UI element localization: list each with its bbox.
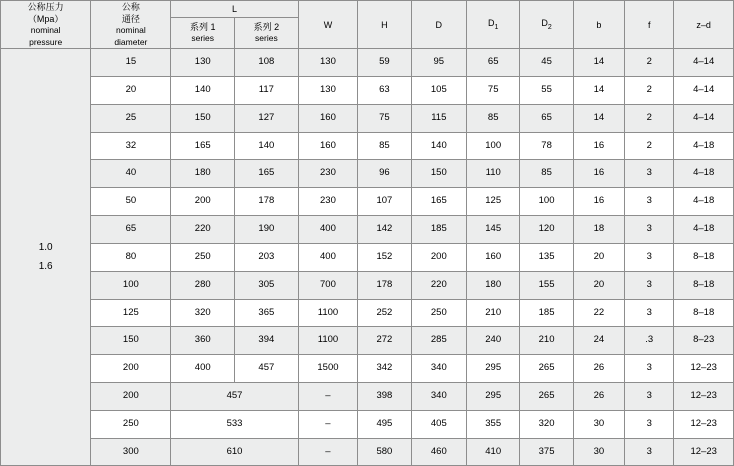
cell-dn: 80	[91, 243, 171, 271]
header-w: W	[298, 1, 358, 49]
header-nominal-pressure-unit: （Mpa）	[27, 14, 64, 25]
cell-w: 1100	[298, 299, 358, 327]
cell-d1: 65	[467, 49, 520, 77]
cell-d2: 78	[520, 132, 573, 160]
cell-d1: 145	[467, 216, 520, 244]
cell-d2: 210	[520, 327, 573, 355]
cell-zd: 4–14	[674, 49, 734, 77]
header-f: f	[625, 1, 674, 49]
cell-b: 26	[573, 355, 624, 383]
cell-l2: 117	[235, 77, 299, 105]
cell-d1: 240	[467, 327, 520, 355]
cell-h: 398	[358, 382, 411, 410]
cell-l1: 200	[171, 188, 235, 216]
cell-h: 495	[358, 410, 411, 438]
cell-f: 3	[625, 160, 674, 188]
cell-l2: 365	[235, 299, 299, 327]
cell-w: 400	[298, 216, 358, 244]
cell-b: 16	[573, 132, 624, 160]
cell-b: 14	[573, 49, 624, 77]
cell-l-merged: 457	[171, 382, 298, 410]
cell-zd: 4–18	[674, 216, 734, 244]
cell-d2: 375	[520, 438, 573, 466]
cell-l2: 178	[235, 188, 299, 216]
cell-l2: 108	[235, 49, 299, 77]
cell-w: –	[298, 438, 358, 466]
cell-d: 115	[411, 104, 466, 132]
table-row	[1, 216, 734, 244]
cell-d: 150	[411, 160, 466, 188]
header-d2-base: D	[541, 17, 548, 28]
cell-d: 405	[411, 410, 466, 438]
cell-dn: 125	[91, 299, 171, 327]
cell-d: 165	[411, 188, 466, 216]
cell-l1: 400	[171, 355, 235, 383]
table-row	[1, 160, 734, 188]
header-series-1-cn: 系列 1	[189, 22, 216, 33]
cell-d2: 155	[520, 271, 573, 299]
cell-dn: 200	[91, 355, 171, 383]
cell-f: 3	[625, 243, 674, 271]
cell-w: 1100	[298, 327, 358, 355]
cell-w: 160	[298, 104, 358, 132]
pressure-value-line1: 1.0	[38, 242, 53, 254]
cell-f: 3	[625, 410, 674, 438]
table-row	[1, 355, 734, 383]
cell-d2: 85	[520, 160, 573, 188]
cell-w: 400	[298, 243, 358, 271]
header-h: H	[358, 1, 411, 49]
header-series-2-cn: 系列 2	[253, 22, 280, 33]
cell-zd: 12–23	[674, 355, 734, 383]
header-series-2-en: series	[255, 33, 278, 44]
cell-h: 252	[358, 299, 411, 327]
cell-d: 460	[411, 438, 466, 466]
cell-dn: 300	[91, 438, 171, 466]
cell-f: 3	[625, 438, 674, 466]
cell-f: 2	[625, 77, 674, 105]
cell-d2: 100	[520, 188, 573, 216]
cell-d1: 75	[467, 77, 520, 105]
cell-d1: 100	[467, 132, 520, 160]
header-length-group: L	[171, 1, 298, 18]
cell-d1: 295	[467, 355, 520, 383]
cell-d2: 265	[520, 382, 573, 410]
cell-d: 340	[411, 355, 466, 383]
cell-l2: 190	[235, 216, 299, 244]
cell-b: 26	[573, 382, 624, 410]
cell-f: 3	[625, 216, 674, 244]
pressure-value-line2: 1.6	[38, 261, 53, 273]
header-nominal-diameter-cn2: 通径	[121, 14, 140, 25]
header-nominal-diameter-cn1: 公称	[121, 2, 140, 12]
header-nominal-diameter	[91, 1, 171, 49]
cell-zd: 12–23	[674, 438, 734, 466]
cell-h: 152	[358, 243, 411, 271]
cell-l1: 280	[171, 271, 235, 299]
cell-f: .3	[625, 327, 674, 355]
cell-h: 178	[358, 271, 411, 299]
cell-l1: 150	[171, 104, 235, 132]
cell-b: 16	[573, 188, 624, 216]
table-row	[1, 410, 734, 438]
cell-f: 2	[625, 49, 674, 77]
cell-b: 16	[573, 160, 624, 188]
cell-d1: 160	[467, 243, 520, 271]
cell-dn: 100	[91, 271, 171, 299]
cell-w: 160	[298, 132, 358, 160]
cell-l1: 220	[171, 216, 235, 244]
cell-b: 22	[573, 299, 624, 327]
cell-h: 272	[358, 327, 411, 355]
cell-w: 130	[298, 77, 358, 105]
cell-l2: 457	[235, 355, 299, 383]
cell-d2: 120	[520, 216, 573, 244]
header-series-1-en: series	[191, 33, 215, 44]
cell-dn: 15	[91, 49, 171, 77]
header-b: b	[573, 1, 624, 49]
header-d1	[467, 1, 520, 49]
cell-w: 1500	[298, 355, 358, 383]
cell-d2: 45	[520, 49, 573, 77]
header-d: D	[411, 1, 466, 49]
cell-nominal-pressure-value	[1, 49, 91, 466]
cell-l2: 127	[235, 104, 299, 132]
cell-d1: 210	[467, 299, 520, 327]
table-body	[1, 49, 734, 466]
cell-h: 63	[358, 77, 411, 105]
cell-l1: 250	[171, 243, 235, 271]
cell-d1: 85	[467, 104, 520, 132]
cell-l2: 305	[235, 271, 299, 299]
cell-l1: 130	[171, 49, 235, 77]
table-row	[1, 382, 734, 410]
table-row	[1, 271, 734, 299]
cell-l1: 140	[171, 77, 235, 105]
cell-d1: 355	[467, 410, 520, 438]
cell-b: 14	[573, 77, 624, 105]
cell-d1: 110	[467, 160, 520, 188]
table-row	[1, 104, 734, 132]
cell-b: 30	[573, 410, 624, 438]
cell-f: 3	[625, 299, 674, 327]
cell-f: 3	[625, 355, 674, 383]
table-row	[1, 49, 734, 77]
cell-w: 130	[298, 49, 358, 77]
cell-b: 14	[573, 104, 624, 132]
header-d1-sub: 1	[494, 23, 499, 31]
cell-d: 285	[411, 327, 466, 355]
cell-l1: 165	[171, 132, 235, 160]
header-nominal-diameter-en1: nominal	[115, 25, 146, 36]
cell-f: 3	[625, 188, 674, 216]
cell-d: 220	[411, 271, 466, 299]
table-row	[1, 188, 734, 216]
cell-d2: 185	[520, 299, 573, 327]
header-zd: z–d	[674, 1, 734, 49]
cell-d1: 295	[467, 382, 520, 410]
cell-h: 342	[358, 355, 411, 383]
cell-dn: 32	[91, 132, 171, 160]
cell-l1: 360	[171, 327, 235, 355]
cell-d2: 135	[520, 243, 573, 271]
header-nominal-pressure-en1: nominal	[30, 25, 61, 36]
table-row	[1, 243, 734, 271]
table-row	[1, 77, 734, 105]
cell-zd: 4–14	[674, 104, 734, 132]
cell-h: 96	[358, 160, 411, 188]
cell-l-merged: 610	[171, 438, 298, 466]
cell-d: 185	[411, 216, 466, 244]
cell-d: 105	[411, 77, 466, 105]
header-row-1	[1, 1, 734, 18]
cell-w: 230	[298, 160, 358, 188]
cell-d: 250	[411, 299, 466, 327]
cell-b: 20	[573, 271, 624, 299]
cell-d1: 180	[467, 271, 520, 299]
cell-l-merged: 533	[171, 410, 298, 438]
cell-l1: 180	[171, 160, 235, 188]
cell-w: 700	[298, 271, 358, 299]
cell-d: 140	[411, 132, 466, 160]
cell-h: 580	[358, 438, 411, 466]
header-series-1	[171, 17, 235, 48]
cell-d1: 125	[467, 188, 520, 216]
cell-dn: 200	[91, 382, 171, 410]
cell-dn: 50	[91, 188, 171, 216]
cell-h: 85	[358, 132, 411, 160]
cell-f: 2	[625, 104, 674, 132]
cell-d2: 320	[520, 410, 573, 438]
cell-l2: 203	[235, 243, 299, 271]
cell-l2: 165	[235, 160, 299, 188]
cell-h: 75	[358, 104, 411, 132]
cell-zd: 8–18	[674, 271, 734, 299]
cell-d: 200	[411, 243, 466, 271]
cell-dn: 150	[91, 327, 171, 355]
header-d2	[520, 1, 573, 49]
cell-d1: 410	[467, 438, 520, 466]
cell-d2: 265	[520, 355, 573, 383]
cell-zd: 4–14	[674, 77, 734, 105]
cell-zd: 8–18	[674, 299, 734, 327]
cell-dn: 40	[91, 160, 171, 188]
cell-w: –	[298, 410, 358, 438]
table-row	[1, 132, 734, 160]
table-header	[1, 1, 734, 49]
cell-h: 59	[358, 49, 411, 77]
cell-b: 18	[573, 216, 624, 244]
cell-zd: 4–18	[674, 160, 734, 188]
cell-b: 24	[573, 327, 624, 355]
header-nominal-diameter-en2: diameter	[114, 36, 148, 47]
cell-zd: 8–23	[674, 327, 734, 355]
cell-zd: 8–18	[674, 243, 734, 271]
table-row	[1, 299, 734, 327]
cell-f: 3	[625, 271, 674, 299]
cell-l2: 140	[235, 132, 299, 160]
cell-w: 230	[298, 188, 358, 216]
table-row	[1, 438, 734, 466]
cell-dn: 20	[91, 77, 171, 105]
cell-zd: 4–18	[674, 188, 734, 216]
cell-l1: 320	[171, 299, 235, 327]
cell-h: 142	[358, 216, 411, 244]
cell-b: 20	[573, 243, 624, 271]
cell-d2: 55	[520, 77, 573, 105]
header-nominal-pressure-cn: 公称压力	[27, 2, 64, 12]
cell-d2: 65	[520, 104, 573, 132]
header-nominal-pressure-en2: pressure	[29, 36, 63, 47]
cell-w: –	[298, 382, 358, 410]
table-row	[1, 327, 734, 355]
cell-f: 3	[625, 382, 674, 410]
header-nominal-pressure	[1, 1, 91, 49]
cell-dn: 25	[91, 104, 171, 132]
cell-zd: 12–23	[674, 410, 734, 438]
cell-h: 107	[358, 188, 411, 216]
cell-f: 2	[625, 132, 674, 160]
header-d2-sub: 2	[547, 23, 552, 31]
cell-l2: 394	[235, 327, 299, 355]
cell-zd: 4–18	[674, 132, 734, 160]
header-series-2	[235, 17, 299, 48]
cell-zd: 12–23	[674, 382, 734, 410]
cell-b: 30	[573, 438, 624, 466]
cell-d: 340	[411, 382, 466, 410]
header-d1-base: D	[488, 17, 495, 28]
cell-dn: 65	[91, 216, 171, 244]
cell-d: 95	[411, 49, 466, 77]
cell-dn: 250	[91, 410, 171, 438]
